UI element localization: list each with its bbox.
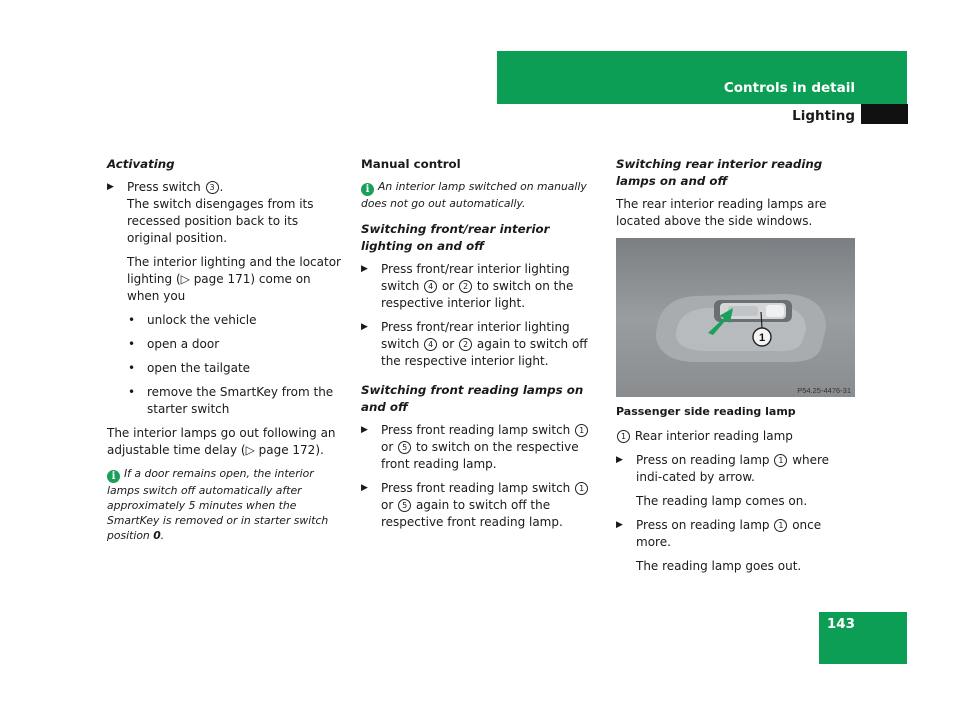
ref-5: 5 <box>398 499 411 512</box>
ref-2: 2 <box>459 338 472 351</box>
ref-1: 1 <box>575 424 588 437</box>
ref-1: 1 <box>575 482 588 495</box>
heading-rear-reading-lamps: Switching rear interior reading lamps on and off <box>616 157 823 188</box>
info-note: i An interior lamp switched on manually does not go out automatically. <box>361 180 587 210</box>
list-item: • unlock the vehicle <box>128 313 257 327</box>
info-note: i If a door remains open, the interior lamps switch off automatically after approximately 5 minutes when the SmartKey is removed or in starter switch position 0. <box>107 467 329 542</box>
info-icon: i <box>361 183 374 196</box>
section-title: Controls in detail <box>723 80 855 96</box>
step-lamp-on: ▶ Press on reading lamp 1 where indi-cated by arrow. <box>616 453 830 484</box>
heading-front-rear-lighting: Switching front/rear interior lighting on and off <box>361 222 550 253</box>
list-item: • open a door <box>128 337 220 351</box>
step-switch-off: ▶ Press front/rear interior lighting switch 4 or 2 again to switch off the respective interior light. <box>361 320 588 368</box>
legend-item: 1 Rear interior reading lamp <box>616 428 856 445</box>
reading-lamp-photo <box>616 238 855 397</box>
result-lamp-on: The reading lamp comes on. <box>636 494 808 508</box>
arrow-icon: ▶ <box>616 455 623 465</box>
ref-1: 1 <box>617 430 630 443</box>
list-item: • open the tailgate <box>128 361 251 375</box>
arrow-icon: ▶ <box>361 322 368 332</box>
ref-1: 1 <box>774 519 787 532</box>
arrow-icon: ▶ <box>616 520 623 530</box>
ref-3: 3 <box>206 181 219 194</box>
arrow-icon: ▶ <box>361 264 368 274</box>
column-manual-control <box>361 156 601 538</box>
header-bar <box>497 51 907 104</box>
photo-caption: Passenger side reading lamp <box>616 405 796 418</box>
reading-lamp-illustration <box>616 238 855 397</box>
subsection-title: Lighting <box>792 108 855 124</box>
heading-manual-control: Manual control <box>361 157 461 171</box>
info-icon: i <box>107 470 120 483</box>
arrow-icon: ▶ <box>361 425 368 435</box>
para-lighting: The interior lighting and the locator lighting (▷ page 171) come on when you <box>127 255 341 303</box>
para-time-delay: The interior lamps go out following an adjustable time delay (▷ page 172). <box>107 426 336 457</box>
step-reading-off: ▶ Press front reading lamp switch 1 or 5 again to switch off the respective front reading lamp. <box>361 480 601 531</box>
photo-code: P54.25-4476-31 <box>797 386 851 395</box>
page-number: 143 <box>826 616 855 632</box>
subsection-tab <box>861 104 908 124</box>
list-item: • remove the SmartKey from the starter switch <box>128 385 334 416</box>
photo-label-1: 1 <box>758 332 766 344</box>
ref-5: 5 <box>398 441 411 454</box>
ref-2: 2 <box>459 280 472 293</box>
ref-4: 4 <box>424 338 437 351</box>
ref-1: 1 <box>774 454 787 467</box>
arrow-icon: ▶ <box>107 182 114 192</box>
para-location: The rear interior reading lamps are located above the side windows. <box>616 197 827 228</box>
step-lamp-off: ▶ Press on reading lamp 1 once more. <box>616 518 822 549</box>
column-rear-reading-lamps <box>616 156 856 582</box>
heading-activating: Activating <box>107 157 175 171</box>
column-activating <box>107 156 343 553</box>
step-reading-on: ▶ Press front reading lamp switch 1 or 5 to switch on the respective front reading lamp. <box>361 422 601 473</box>
heading-front-reading-lamps: Switching front reading lamps on and off <box>361 383 584 414</box>
step-press-switch: ▶ Press switch 3 . The switch disengages from its recessed position back to its original position. <box>107 180 314 245</box>
ref-4: 4 <box>424 280 437 293</box>
step-detail: The switch disengages from its recessed position back to its original position. <box>127 197 314 245</box>
step-switch-on: ▶ Press front/rear interior lighting switch 4 or 2 to switch on the respective interior light. <box>361 262 574 310</box>
result-lamp-off: The reading lamp goes out. <box>636 559 802 573</box>
arrow-icon: ▶ <box>361 483 368 493</box>
